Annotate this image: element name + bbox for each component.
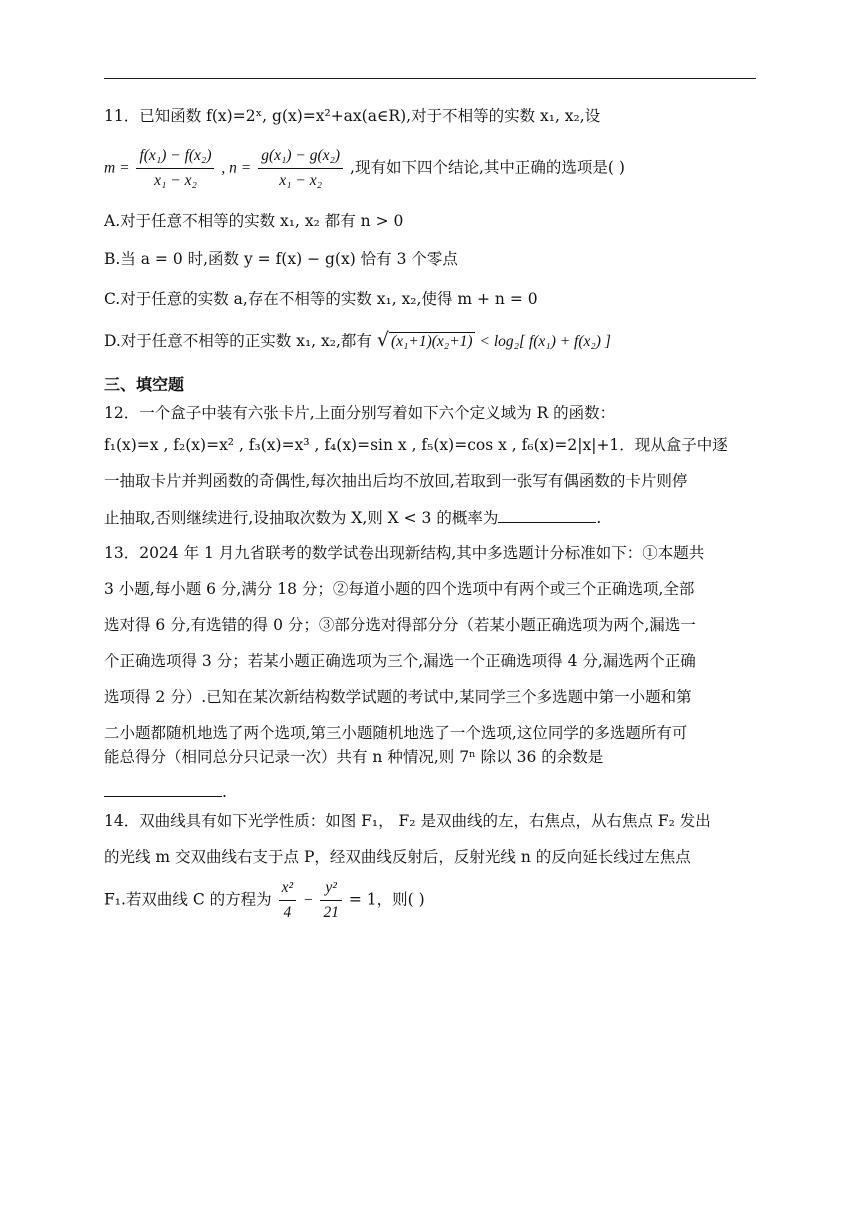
n-label: , n =: [221, 159, 252, 177]
y-fraction-numerator: y²: [320, 878, 342, 901]
q14-line3-pre: F₁.若双曲线 C 的方程为: [104, 890, 272, 909]
y-fraction: [320, 878, 342, 923]
q13-line6: 二小题都随机地选了两个选项,第三小题随机地选了一个选项,这位同学的多选题所有可: [104, 724, 688, 742]
m-fraction: [136, 146, 214, 191]
sqrt-icon: √: [376, 329, 389, 351]
q12-line2: f₁(x)=x , f₂(x)=x² , f₃(x)=x³ , f₄(x)=sin x , f₅(x)=cos x , f₆(x)=2|x|+1．现从盒子中逐: [104, 436, 728, 454]
q11-option-d-text: D.对于任意不相等的正实数 x₁, x₂,都有: [104, 332, 372, 350]
minus-sign: −: [303, 891, 314, 909]
q14-line3: [104, 878, 425, 923]
q11-stem-line1: 11．已知函数 f(x)=2ˣ, g(x)=x²+ax(a∈R),对于不相等的实数 x₁, x₂,设: [104, 107, 601, 125]
q13-line3: 选对得 6 分,有选错的得 0 分；③部分选对得部分分（若某小题正确选项为两个,漏选一: [104, 616, 696, 634]
q11-option-d-tail: < log₂[ f(x₁) + f(x₂) ]: [479, 333, 611, 350]
answer-blank: [498, 506, 596, 523]
n-fraction: [258, 146, 343, 191]
q11-option-d-radicand: (x₁+1)(x₂+1): [390, 333, 473, 350]
q14-line2: 的光线 m 交双曲线右支于点 P，经双曲线反射后，反射光线 n 的反向延长线过左焦点: [104, 848, 691, 866]
x-fraction-numerator: x²: [279, 878, 297, 901]
q13-line2: 3 小题,每小题 6 分,满分 18 分；②每道小题的四个选项中有两个或三个正确选项,全部: [104, 580, 695, 598]
q11-option-d: [104, 329, 611, 353]
m-denominator: x₁ − x₂: [154, 172, 197, 189]
header-rule: [104, 78, 756, 79]
q13-line5: 选项得 2 分）.已知在某次新结构数学试题的考试中,某同学三个多选题中第一小题和第: [104, 688, 692, 706]
q13-line4: 个正确选项得 3 分；若某小题正确选项为三个,漏选一个正确选项得 4 分,漏选两个正确: [104, 652, 696, 670]
q11-stem-line2: [104, 146, 625, 191]
q13-line8-end: .: [222, 783, 227, 801]
answer-blank: [104, 780, 222, 797]
q14-line1: 14．双曲线具有如下光学性质：如图 F₁， F₂ 是双曲线的左，右焦点，从右焦点 F₂ 发出: [104, 812, 711, 830]
x-fraction-denominator: 4: [283, 904, 292, 921]
m-numerator: f(x₁) − f(x₂): [136, 146, 214, 169]
q12-line4-text: 止抽取,否则继续进行,设抽取次数为 X,则 X < 3 的概率为: [104, 509, 499, 527]
q12-line3: 一抽取卡片并判函数的奇偶性,每次抽出后均不放回,若取到一张写有偶函数的卡片则停: [104, 472, 688, 490]
y-fraction-denominator: 21: [323, 904, 339, 921]
q12-line1: 12．一个盒子中装有六张卡片,上面分别写着如下六个定义域为 R 的函数：: [104, 404, 616, 422]
n-numerator: g(x₁) − g(x₂): [258, 146, 343, 169]
q13-line8: [104, 780, 227, 803]
q11-option-c: C.对于任意的实数 a,存在不相等的实数 x₁, x₂,使得 m + n = 0: [104, 290, 538, 308]
q13-line1: 13．2024 年 1 月九省联考的数学试卷出现新结构,其中多选题计分标准如下：①本题共: [104, 544, 705, 562]
q11-option-a: A.对于任意不相等的实数 x₁, x₂ 都有 n > 0: [104, 212, 404, 230]
q13-line7: 能总得分（相同总分只记录一次）共有 n 种情况,则 7ⁿ 除以 36 的余数是: [104, 748, 604, 766]
section-title: 三、填空题: [104, 375, 185, 394]
q14-line3-post: = 1，则( ): [348, 890, 425, 909]
q11-stem-tail: ,现有如下四个结论,其中正确的选项是( ): [350, 158, 625, 177]
q11-option-b: B.当 a = 0 时,函数 y = f(x) − g(x) 恰有 3 个零点: [104, 250, 458, 268]
m-label: m =: [104, 159, 130, 177]
n-denominator: x₁ − x₂: [279, 172, 323, 189]
x-fraction: [279, 878, 297, 923]
q12-line4-end: .: [596, 509, 602, 527]
q12-line4: [104, 506, 601, 529]
